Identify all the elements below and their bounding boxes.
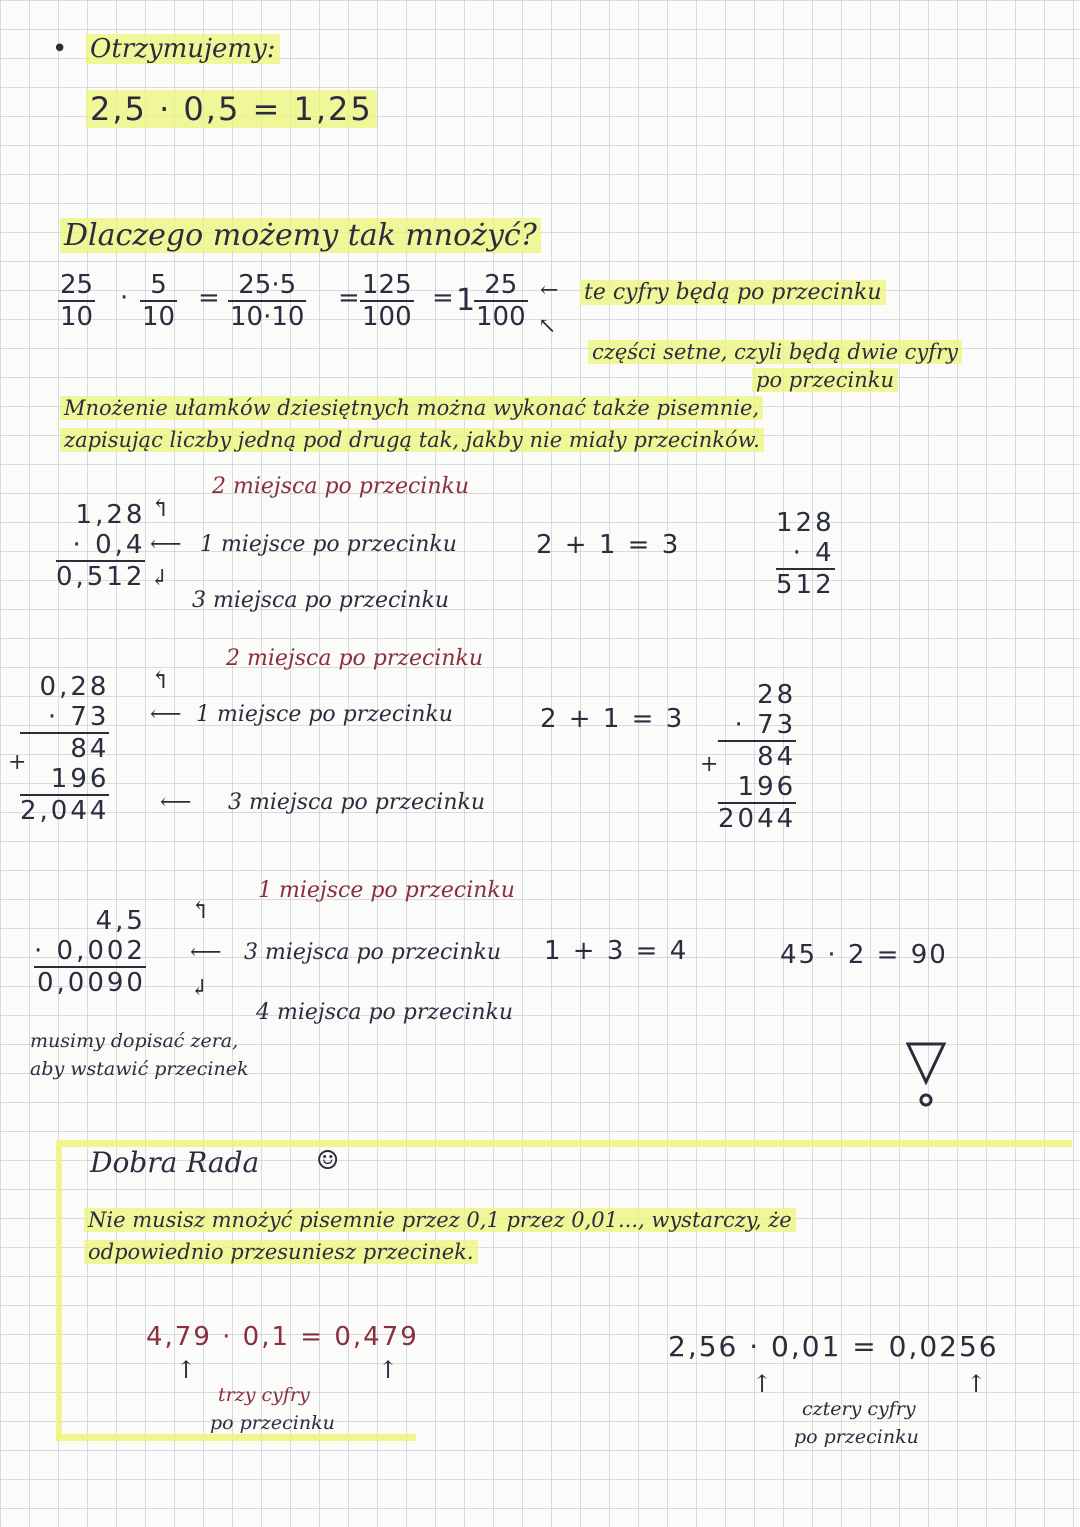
- fraction-denominator: 100: [476, 302, 526, 332]
- tip-ex2-note-2: po przecinku: [794, 1426, 919, 1448]
- ex2-int-plus: +: [700, 752, 719, 777]
- ex3-note-bot: 4 miejsca po przecinku: [256, 1000, 514, 1025]
- ex2-sum: 2 + 1 = 3: [540, 704, 685, 734]
- ex1-mult: · 0,4: [72, 530, 146, 560]
- ex3-zero-note-1: musimy dopisać zera,: [30, 1030, 239, 1052]
- ex2-result: 2,044: [20, 796, 110, 826]
- ex2-int-result: 2044: [718, 804, 797, 834]
- arrow-up-icon: ↑: [752, 1370, 773, 1398]
- example2-stack: [20, 672, 109, 826]
- ex1-sum: 2 + 1 = 3: [536, 530, 681, 560]
- arrow-up-icon: ↑: [966, 1370, 987, 1398]
- arrow-left-icon: ⟵: [150, 532, 182, 557]
- rule-line-1: [60, 396, 763, 420]
- ex3-result: 0,0090: [34, 966, 146, 998]
- arrow-left-icon: ↰: [150, 666, 171, 694]
- ex1-result: 0,512: [56, 562, 146, 592]
- note-hundredths: części setne, czyli będą dwie cyfry: [588, 340, 962, 364]
- fraction-denominator: 10: [142, 302, 176, 332]
- ex1-top: 1,28: [75, 500, 146, 530]
- warning-sign-icon: [906, 1040, 946, 1110]
- arrow-left-icon: ↰: [150, 494, 171, 522]
- ex2-note-mid: 1 miejsce po przecinku: [196, 702, 453, 727]
- equals-sign: =: [198, 283, 220, 313]
- arrow-left-icon: ←: [540, 278, 559, 303]
- arrow-left-icon: ⟵: [150, 702, 182, 727]
- question-text: Dlaczego możemy tak mnożyć?: [60, 218, 541, 253]
- ex3-note-mid: 3 miejsca po przecinku: [244, 940, 502, 965]
- tip-text-line-1: [84, 1208, 796, 1232]
- ex1-int-mult: · 4: [792, 538, 835, 568]
- rule-text-2: zapisując liczby jedną pod drugą tak, jakby nie miały przecinków.: [60, 428, 764, 452]
- ex3-int-eq: 45 · 2 = 90: [780, 940, 948, 970]
- tip-example-2: 2,56 · 0,01 = 0,0256: [668, 1330, 999, 1363]
- tip-example-1: 4,79 · 0,1 = 0,479: [146, 1322, 419, 1352]
- fraction-denominator: 10·10: [230, 302, 305, 332]
- equals-sign: =: [338, 283, 360, 313]
- ex2-int-top: 28: [757, 680, 797, 710]
- fraction-numerator: 5: [140, 270, 177, 302]
- arrow-left-icon: ↰: [190, 896, 211, 924]
- tip-ex2-note-1: cztery cyfry: [802, 1398, 916, 1420]
- example1-stack: [56, 500, 145, 592]
- note-digits-after-comma: te cyfry będą po przecinku: [580, 280, 886, 305]
- ex2-partial1: 84: [20, 732, 109, 764]
- arrow-up-icon: ↑: [176, 1356, 197, 1384]
- question-heading: [60, 218, 541, 253]
- arrow-left-icon: ⟵: [160, 790, 192, 815]
- ex3-sum: 1 + 3 = 4: [544, 936, 689, 966]
- bullet: •: [52, 34, 68, 64]
- mixed-whole: 1: [456, 283, 476, 318]
- multiply-sign: ·: [120, 283, 129, 313]
- ex2-top: 0,28: [39, 672, 110, 702]
- ex2-int-mult: · 73: [734, 710, 797, 740]
- arrow-left-icon: ↲: [190, 976, 209, 1001]
- tip-title: Dobra Rada: [90, 1146, 260, 1179]
- fraction-mixed: [474, 270, 528, 332]
- result-equation: 2,5 · 0,5 = 1,25: [86, 90, 377, 128]
- ex1-int-stack: [776, 508, 835, 600]
- ex2-plus: +: [8, 750, 27, 775]
- fraction-25-10: [58, 270, 95, 332]
- fraction-denominator: 100: [362, 302, 412, 332]
- rule-line-2: [60, 428, 764, 452]
- arrow-left-icon: ⟵: [190, 940, 222, 965]
- equals-sign: =: [432, 283, 454, 313]
- ex3-note-top: 1 miejsce po przecinku: [258, 878, 515, 903]
- ex3-top: 4,5: [95, 906, 146, 936]
- heading-otrzymujemy: Otrzymujemy:: [86, 34, 280, 64]
- ex1-int-top: 128: [776, 508, 835, 538]
- fraction-numerator: 25: [474, 270, 528, 302]
- example3-stack: [34, 906, 146, 998]
- fraction-product: [228, 270, 306, 332]
- ex2-int-partial1: 84: [718, 740, 796, 772]
- tip-left-line: [56, 1140, 62, 1440]
- fraction-125-100: [360, 270, 414, 332]
- fraction-numerator: 125: [362, 270, 412, 300]
- rule-text-1: Mnożenie ułamków dziesiętnych można wykonać także pisemnie,: [60, 396, 763, 420]
- fraction-5-10: [140, 270, 177, 332]
- tip-ex1-note-2: po przecinku: [210, 1412, 335, 1434]
- arrow-up-left-icon: ↖: [538, 314, 557, 339]
- ex1-note-mid: 1 miejsce po przecinku: [200, 532, 457, 557]
- arrow-left-icon: ↲: [150, 566, 169, 591]
- fraction-numerator: 25: [60, 270, 94, 300]
- fraction-numerator: 25·5: [228, 270, 306, 302]
- ex2-note-bot: 3 miejsca po przecinku: [228, 790, 486, 815]
- tip-ex1-note-1: trzy cyfry: [218, 1384, 310, 1406]
- tip-text-line-2: [84, 1240, 478, 1264]
- ex2-int-partial2: 196: [737, 772, 797, 802]
- ex2-note-top: 2 miejsca po przecinku: [226, 646, 484, 671]
- ex2-partial2: 196: [50, 764, 110, 794]
- ex2-int-stack: [718, 680, 796, 834]
- smiley-icon: ☺: [316, 1146, 340, 1176]
- ex3-mult: · 0,002: [34, 936, 146, 966]
- tip-text-2: odpowiednio przesuniesz przecinek.: [84, 1240, 478, 1264]
- ex1-note-top: 2 miejsca po przecinku: [212, 474, 470, 499]
- tip-bottom-line: [56, 1434, 416, 1441]
- tip-text-1: Nie musisz mnożyć pisemnie przez 0,1 przez 0,01..., wystarczy, że: [84, 1208, 796, 1232]
- fraction-denominator: 10: [60, 302, 94, 332]
- arrow-up-icon: ↑: [378, 1356, 399, 1384]
- ex1-int-result: 512: [776, 570, 835, 600]
- ex2-mult: · 73: [47, 702, 110, 732]
- ex1-note-bot: 3 miejsca po przecinku: [192, 588, 450, 613]
- note-hundredths-2: po przecinku: [752, 368, 898, 392]
- ex3-zero-note-2: aby wstawić przecinek: [30, 1058, 249, 1080]
